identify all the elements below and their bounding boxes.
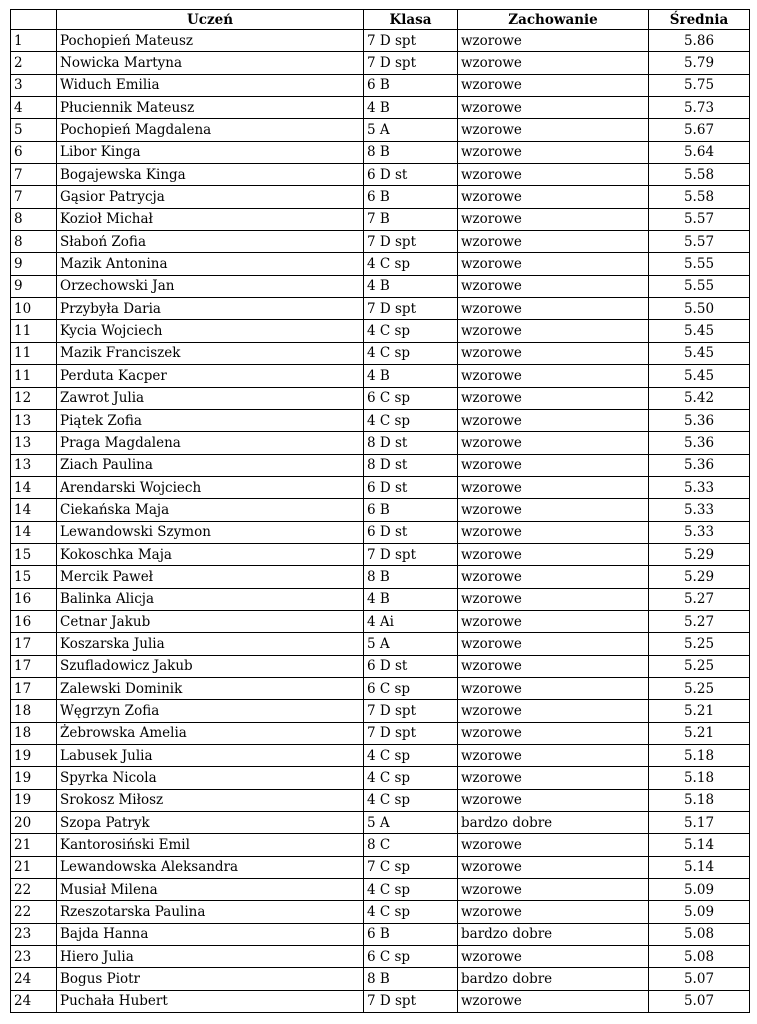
class-cell: 7 D spt [364, 30, 458, 52]
class-cell: 8 B [364, 141, 458, 163]
rank-cell: 17 [11, 633, 57, 655]
header-class: Klasa [364, 10, 458, 30]
student-name-cell: Srokosz Miłosz [57, 789, 364, 811]
behavior-cell: wzorowe [458, 320, 649, 342]
rank-cell: 5 [11, 119, 57, 141]
average-cell: 5.45 [649, 320, 750, 342]
student-name-cell: Bogus Piotr [57, 968, 364, 990]
class-cell: 8 D st [364, 454, 458, 476]
rank-cell: 9 [11, 275, 57, 297]
average-cell: 5.25 [649, 633, 750, 655]
student-name-cell: Żebrowska Amelia [57, 722, 364, 744]
average-cell: 5.36 [649, 409, 750, 431]
student-name-cell: Szufladowicz Jakub [57, 655, 364, 677]
behavior-cell: wzorowe [458, 298, 649, 320]
class-cell: 7 D spt [364, 231, 458, 253]
table-row [11, 387, 750, 409]
student-name-cell: Kantorosiński Emil [57, 834, 364, 856]
student-name-cell: Zalewski Dominik [57, 677, 364, 699]
class-cell: 6 C sp [364, 677, 458, 699]
behavior-cell: wzorowe [458, 253, 649, 275]
rank-cell: 22 [11, 879, 57, 901]
behavior-cell: wzorowe [458, 432, 649, 454]
rank-cell: 11 [11, 365, 57, 387]
rank-cell: 21 [11, 834, 57, 856]
behavior-cell: wzorowe [458, 365, 649, 387]
student-name-cell: Musiał Milena [57, 879, 364, 901]
average-cell: 5.73 [649, 97, 750, 119]
behavior-cell: wzorowe [458, 342, 649, 364]
behavior-cell: wzorowe [458, 990, 649, 1012]
class-cell: 5 A [364, 119, 458, 141]
behavior-cell: wzorowe [458, 901, 649, 923]
class-cell: 6 B [364, 186, 458, 208]
class-cell: 4 B [364, 588, 458, 610]
class-cell: 6 C sp [364, 946, 458, 968]
rank-cell: 23 [11, 946, 57, 968]
rank-cell: 15 [11, 566, 57, 588]
average-cell: 5.58 [649, 186, 750, 208]
ranking-table [10, 9, 750, 1013]
table-row [11, 700, 750, 722]
table-row [11, 164, 750, 186]
class-cell: 7 D spt [364, 990, 458, 1012]
behavior-cell: wzorowe [458, 677, 649, 699]
class-cell: 4 C sp [364, 879, 458, 901]
student-name-cell: Lewandowski Szymon [57, 521, 364, 543]
average-cell: 5.18 [649, 745, 750, 767]
class-cell: 8 B [364, 566, 458, 588]
average-cell: 5.57 [649, 231, 750, 253]
student-name-cell: Cetnar Jakub [57, 610, 364, 632]
table-row [11, 856, 750, 878]
class-cell: 6 B [364, 499, 458, 521]
behavior-cell: wzorowe [458, 610, 649, 632]
class-cell: 8 C [364, 834, 458, 856]
average-cell: 5.67 [649, 119, 750, 141]
table-row [11, 767, 750, 789]
student-name-cell: Pochopień Magdalena [57, 119, 364, 141]
class-cell: 4 B [364, 275, 458, 297]
rank-cell: 8 [11, 231, 57, 253]
average-cell: 5.14 [649, 834, 750, 856]
average-cell: 5.07 [649, 968, 750, 990]
class-cell: 6 B [364, 74, 458, 96]
student-name-cell: Arendarski Wojciech [57, 476, 364, 498]
table-row [11, 566, 750, 588]
class-cell: 4 C sp [364, 342, 458, 364]
average-cell: 5.08 [649, 923, 750, 945]
student-name-cell: Rzeszotarska Paulina [57, 901, 364, 923]
table-row [11, 655, 750, 677]
class-cell: 7 D spt [364, 52, 458, 74]
student-name-cell: Kokoschka Maja [57, 543, 364, 565]
class-cell: 8 D st [364, 432, 458, 454]
student-name-cell: Ziach Paulina [57, 454, 364, 476]
behavior-cell: wzorowe [458, 722, 649, 744]
average-cell: 5.07 [649, 990, 750, 1012]
rank-cell: 24 [11, 968, 57, 990]
average-cell: 5.25 [649, 655, 750, 677]
table-row [11, 141, 750, 163]
rank-cell: 14 [11, 499, 57, 521]
rank-cell: 16 [11, 610, 57, 632]
average-cell: 5.36 [649, 454, 750, 476]
student-name-cell: Piątek Zofia [57, 409, 364, 431]
student-name-cell: Balinka Alicja [57, 588, 364, 610]
rank-cell: 14 [11, 476, 57, 498]
table-row [11, 74, 750, 96]
rank-cell: 24 [11, 990, 57, 1012]
rank-cell: 12 [11, 387, 57, 409]
table-row [11, 298, 750, 320]
rank-cell: 17 [11, 655, 57, 677]
average-cell: 5.33 [649, 521, 750, 543]
ranking-sheet [10, 9, 749, 1013]
student-name-cell: Koszarska Julia [57, 633, 364, 655]
student-name-cell: Węgrzyn Zofia [57, 700, 364, 722]
table-row [11, 454, 750, 476]
rank-cell: 23 [11, 923, 57, 945]
behavior-cell: wzorowe [458, 499, 649, 521]
student-name-cell: Mazik Antonina [57, 253, 364, 275]
class-cell: 6 B [364, 923, 458, 945]
student-name-cell: Przybyła Daria [57, 298, 364, 320]
table-row [11, 923, 750, 945]
behavior-cell: bardzo dobre [458, 812, 649, 834]
average-cell: 5.18 [649, 767, 750, 789]
header-student: Uczeń [57, 10, 364, 30]
class-cell: 4 B [364, 97, 458, 119]
student-name-cell: Hiero Julia [57, 946, 364, 968]
class-cell: 5 A [364, 633, 458, 655]
table-row [11, 499, 750, 521]
rank-cell: 13 [11, 409, 57, 431]
behavior-cell: wzorowe [458, 231, 649, 253]
rank-cell: 17 [11, 677, 57, 699]
average-cell: 5.50 [649, 298, 750, 320]
class-cell: 4 C sp [364, 253, 458, 275]
behavior-cell: wzorowe [458, 767, 649, 789]
table-row [11, 588, 750, 610]
class-cell: 4 C sp [364, 789, 458, 811]
behavior-cell: bardzo dobre [458, 968, 649, 990]
rank-cell: 19 [11, 767, 57, 789]
average-cell: 5.17 [649, 812, 750, 834]
class-cell: 8 B [364, 968, 458, 990]
class-cell: 6 D st [364, 655, 458, 677]
table-row [11, 834, 750, 856]
rank-cell: 11 [11, 342, 57, 364]
behavior-cell: wzorowe [458, 655, 649, 677]
table-row [11, 208, 750, 230]
average-cell: 5.58 [649, 164, 750, 186]
table-row [11, 52, 750, 74]
rank-cell: 6 [11, 141, 57, 163]
table-row [11, 722, 750, 744]
rank-cell: 1 [11, 30, 57, 52]
table-header [11, 10, 750, 30]
class-cell: 7 D spt [364, 700, 458, 722]
student-name-cell: Kozioł Michał [57, 208, 364, 230]
behavior-cell: wzorowe [458, 521, 649, 543]
average-cell: 5.42 [649, 387, 750, 409]
table-row [11, 119, 750, 141]
rank-cell: 11 [11, 320, 57, 342]
rank-cell: 7 [11, 164, 57, 186]
average-cell: 5.14 [649, 856, 750, 878]
average-cell: 5.57 [649, 208, 750, 230]
behavior-cell: wzorowe [458, 543, 649, 565]
student-name-cell: Orzechowski Jan [57, 275, 364, 297]
class-cell: 7 B [364, 208, 458, 230]
behavior-cell: wzorowe [458, 588, 649, 610]
behavior-cell: wzorowe [458, 164, 649, 186]
behavior-cell: wzorowe [458, 409, 649, 431]
average-cell: 5.55 [649, 275, 750, 297]
average-cell: 5.09 [649, 879, 750, 901]
table-row [11, 990, 750, 1012]
table-row [11, 253, 750, 275]
behavior-cell: wzorowe [458, 700, 649, 722]
average-cell: 5.08 [649, 946, 750, 968]
behavior-cell: wzorowe [458, 74, 649, 96]
behavior-cell: wzorowe [458, 856, 649, 878]
rank-cell: 7 [11, 186, 57, 208]
average-cell: 5.27 [649, 610, 750, 632]
rank-cell: 15 [11, 543, 57, 565]
rank-cell: 3 [11, 74, 57, 96]
student-name-cell: Słaboń Zofia [57, 231, 364, 253]
table-row [11, 320, 750, 342]
table-row [11, 812, 750, 834]
student-name-cell: Praga Magdalena [57, 432, 364, 454]
class-cell: 5 A [364, 812, 458, 834]
table-row [11, 97, 750, 119]
rank-cell: 13 [11, 432, 57, 454]
class-cell: 6 D st [364, 164, 458, 186]
behavior-cell: wzorowe [458, 186, 649, 208]
header-row [11, 10, 750, 30]
table-row [11, 879, 750, 901]
class-cell: 6 D st [364, 521, 458, 543]
table-row [11, 968, 750, 990]
behavior-cell: wzorowe [458, 208, 649, 230]
rank-cell: 19 [11, 789, 57, 811]
behavior-cell: wzorowe [458, 566, 649, 588]
student-name-cell: Perduta Kacper [57, 365, 364, 387]
average-cell: 5.18 [649, 789, 750, 811]
student-name-cell: Spyrka Nicola [57, 767, 364, 789]
student-name-cell: Labusek Julia [57, 745, 364, 767]
rank-cell: 10 [11, 298, 57, 320]
class-cell: 4 C sp [364, 745, 458, 767]
average-cell: 5.29 [649, 566, 750, 588]
rank-cell: 19 [11, 745, 57, 767]
behavior-cell: bardzo dobre [458, 923, 649, 945]
average-cell: 5.33 [649, 476, 750, 498]
average-cell: 5.21 [649, 722, 750, 744]
rank-cell: 21 [11, 856, 57, 878]
behavior-cell: wzorowe [458, 275, 649, 297]
average-cell: 5.33 [649, 499, 750, 521]
student-name-cell: Mercik Paweł [57, 566, 364, 588]
behavior-cell: wzorowe [458, 52, 649, 74]
student-name-cell: Puchała Hubert [57, 990, 364, 1012]
average-cell: 5.25 [649, 677, 750, 699]
student-name-cell: Mazik Franciszek [57, 342, 364, 364]
behavior-cell: wzorowe [458, 946, 649, 968]
behavior-cell: wzorowe [458, 834, 649, 856]
table-row [11, 342, 750, 364]
average-cell: 5.21 [649, 700, 750, 722]
behavior-cell: wzorowe [458, 476, 649, 498]
student-name-cell: Libor Kinga [57, 141, 364, 163]
table-row [11, 745, 750, 767]
class-cell: 7 D spt [364, 298, 458, 320]
table-row [11, 365, 750, 387]
average-cell: 5.36 [649, 432, 750, 454]
behavior-cell: wzorowe [458, 119, 649, 141]
table-row [11, 186, 750, 208]
table-row [11, 901, 750, 923]
class-cell: 4 C sp [364, 767, 458, 789]
rank-cell: 8 [11, 208, 57, 230]
student-name-cell: Bajda Hanna [57, 923, 364, 945]
average-cell: 5.09 [649, 901, 750, 923]
rank-cell: 16 [11, 588, 57, 610]
student-name-cell: Widuch Emilia [57, 74, 364, 96]
behavior-cell: wzorowe [458, 879, 649, 901]
rank-cell: 4 [11, 97, 57, 119]
average-cell: 5.29 [649, 543, 750, 565]
table-row [11, 476, 750, 498]
average-cell: 5.45 [649, 342, 750, 364]
class-cell: 6 D st [364, 476, 458, 498]
rank-cell: 18 [11, 700, 57, 722]
behavior-cell: wzorowe [458, 745, 649, 767]
student-name-cell: Płuciennik Mateusz [57, 97, 364, 119]
table-row [11, 633, 750, 655]
rank-cell: 2 [11, 52, 57, 74]
student-name-cell: Nowicka Martyna [57, 52, 364, 74]
average-cell: 5.55 [649, 253, 750, 275]
table-row [11, 409, 750, 431]
student-name-cell: Kycia Wojciech [57, 320, 364, 342]
header-average: Średnia [649, 10, 750, 30]
table-body [11, 30, 750, 1013]
class-cell: 4 C sp [364, 901, 458, 923]
header-behavior: Zachowanie [458, 10, 649, 30]
behavior-cell: wzorowe [458, 30, 649, 52]
class-cell: 4 C sp [364, 409, 458, 431]
class-cell: 6 C sp [364, 387, 458, 409]
average-cell: 5.75 [649, 74, 750, 96]
table-row [11, 432, 750, 454]
student-name-cell: Ciekańska Maja [57, 499, 364, 521]
rank-cell: 20 [11, 812, 57, 834]
student-name-cell: Szopa Patryk [57, 812, 364, 834]
table-row [11, 231, 750, 253]
behavior-cell: wzorowe [458, 789, 649, 811]
table-row [11, 789, 750, 811]
rank-cell: 9 [11, 253, 57, 275]
average-cell: 5.45 [649, 365, 750, 387]
behavior-cell: wzorowe [458, 633, 649, 655]
average-cell: 5.27 [649, 588, 750, 610]
class-cell: 7 D spt [364, 543, 458, 565]
table-row [11, 543, 750, 565]
rank-cell: 14 [11, 521, 57, 543]
table-row [11, 610, 750, 632]
behavior-cell: wzorowe [458, 387, 649, 409]
table-row [11, 677, 750, 699]
behavior-cell: wzorowe [458, 97, 649, 119]
class-cell: 4 Ai [364, 610, 458, 632]
average-cell: 5.86 [649, 30, 750, 52]
student-name-cell: Zawrot Julia [57, 387, 364, 409]
table-row [11, 946, 750, 968]
student-name-cell: Gąsior Patrycja [57, 186, 364, 208]
student-name-cell: Pochopień Mateusz [57, 30, 364, 52]
class-cell: 4 C sp [364, 320, 458, 342]
rank-cell: 22 [11, 901, 57, 923]
class-cell: 4 B [364, 365, 458, 387]
average-cell: 5.79 [649, 52, 750, 74]
behavior-cell: wzorowe [458, 454, 649, 476]
behavior-cell: wzorowe [458, 141, 649, 163]
header-rank [11, 10, 57, 30]
table-row [11, 275, 750, 297]
rank-cell: 18 [11, 722, 57, 744]
average-cell: 5.64 [649, 141, 750, 163]
table-row [11, 30, 750, 52]
rank-cell: 13 [11, 454, 57, 476]
class-cell: 7 C sp [364, 856, 458, 878]
table-row [11, 521, 750, 543]
student-name-cell: Bogajewska Kinga [57, 164, 364, 186]
student-name-cell: Lewandowska Aleksandra [57, 856, 364, 878]
class-cell: 7 D spt [364, 722, 458, 744]
